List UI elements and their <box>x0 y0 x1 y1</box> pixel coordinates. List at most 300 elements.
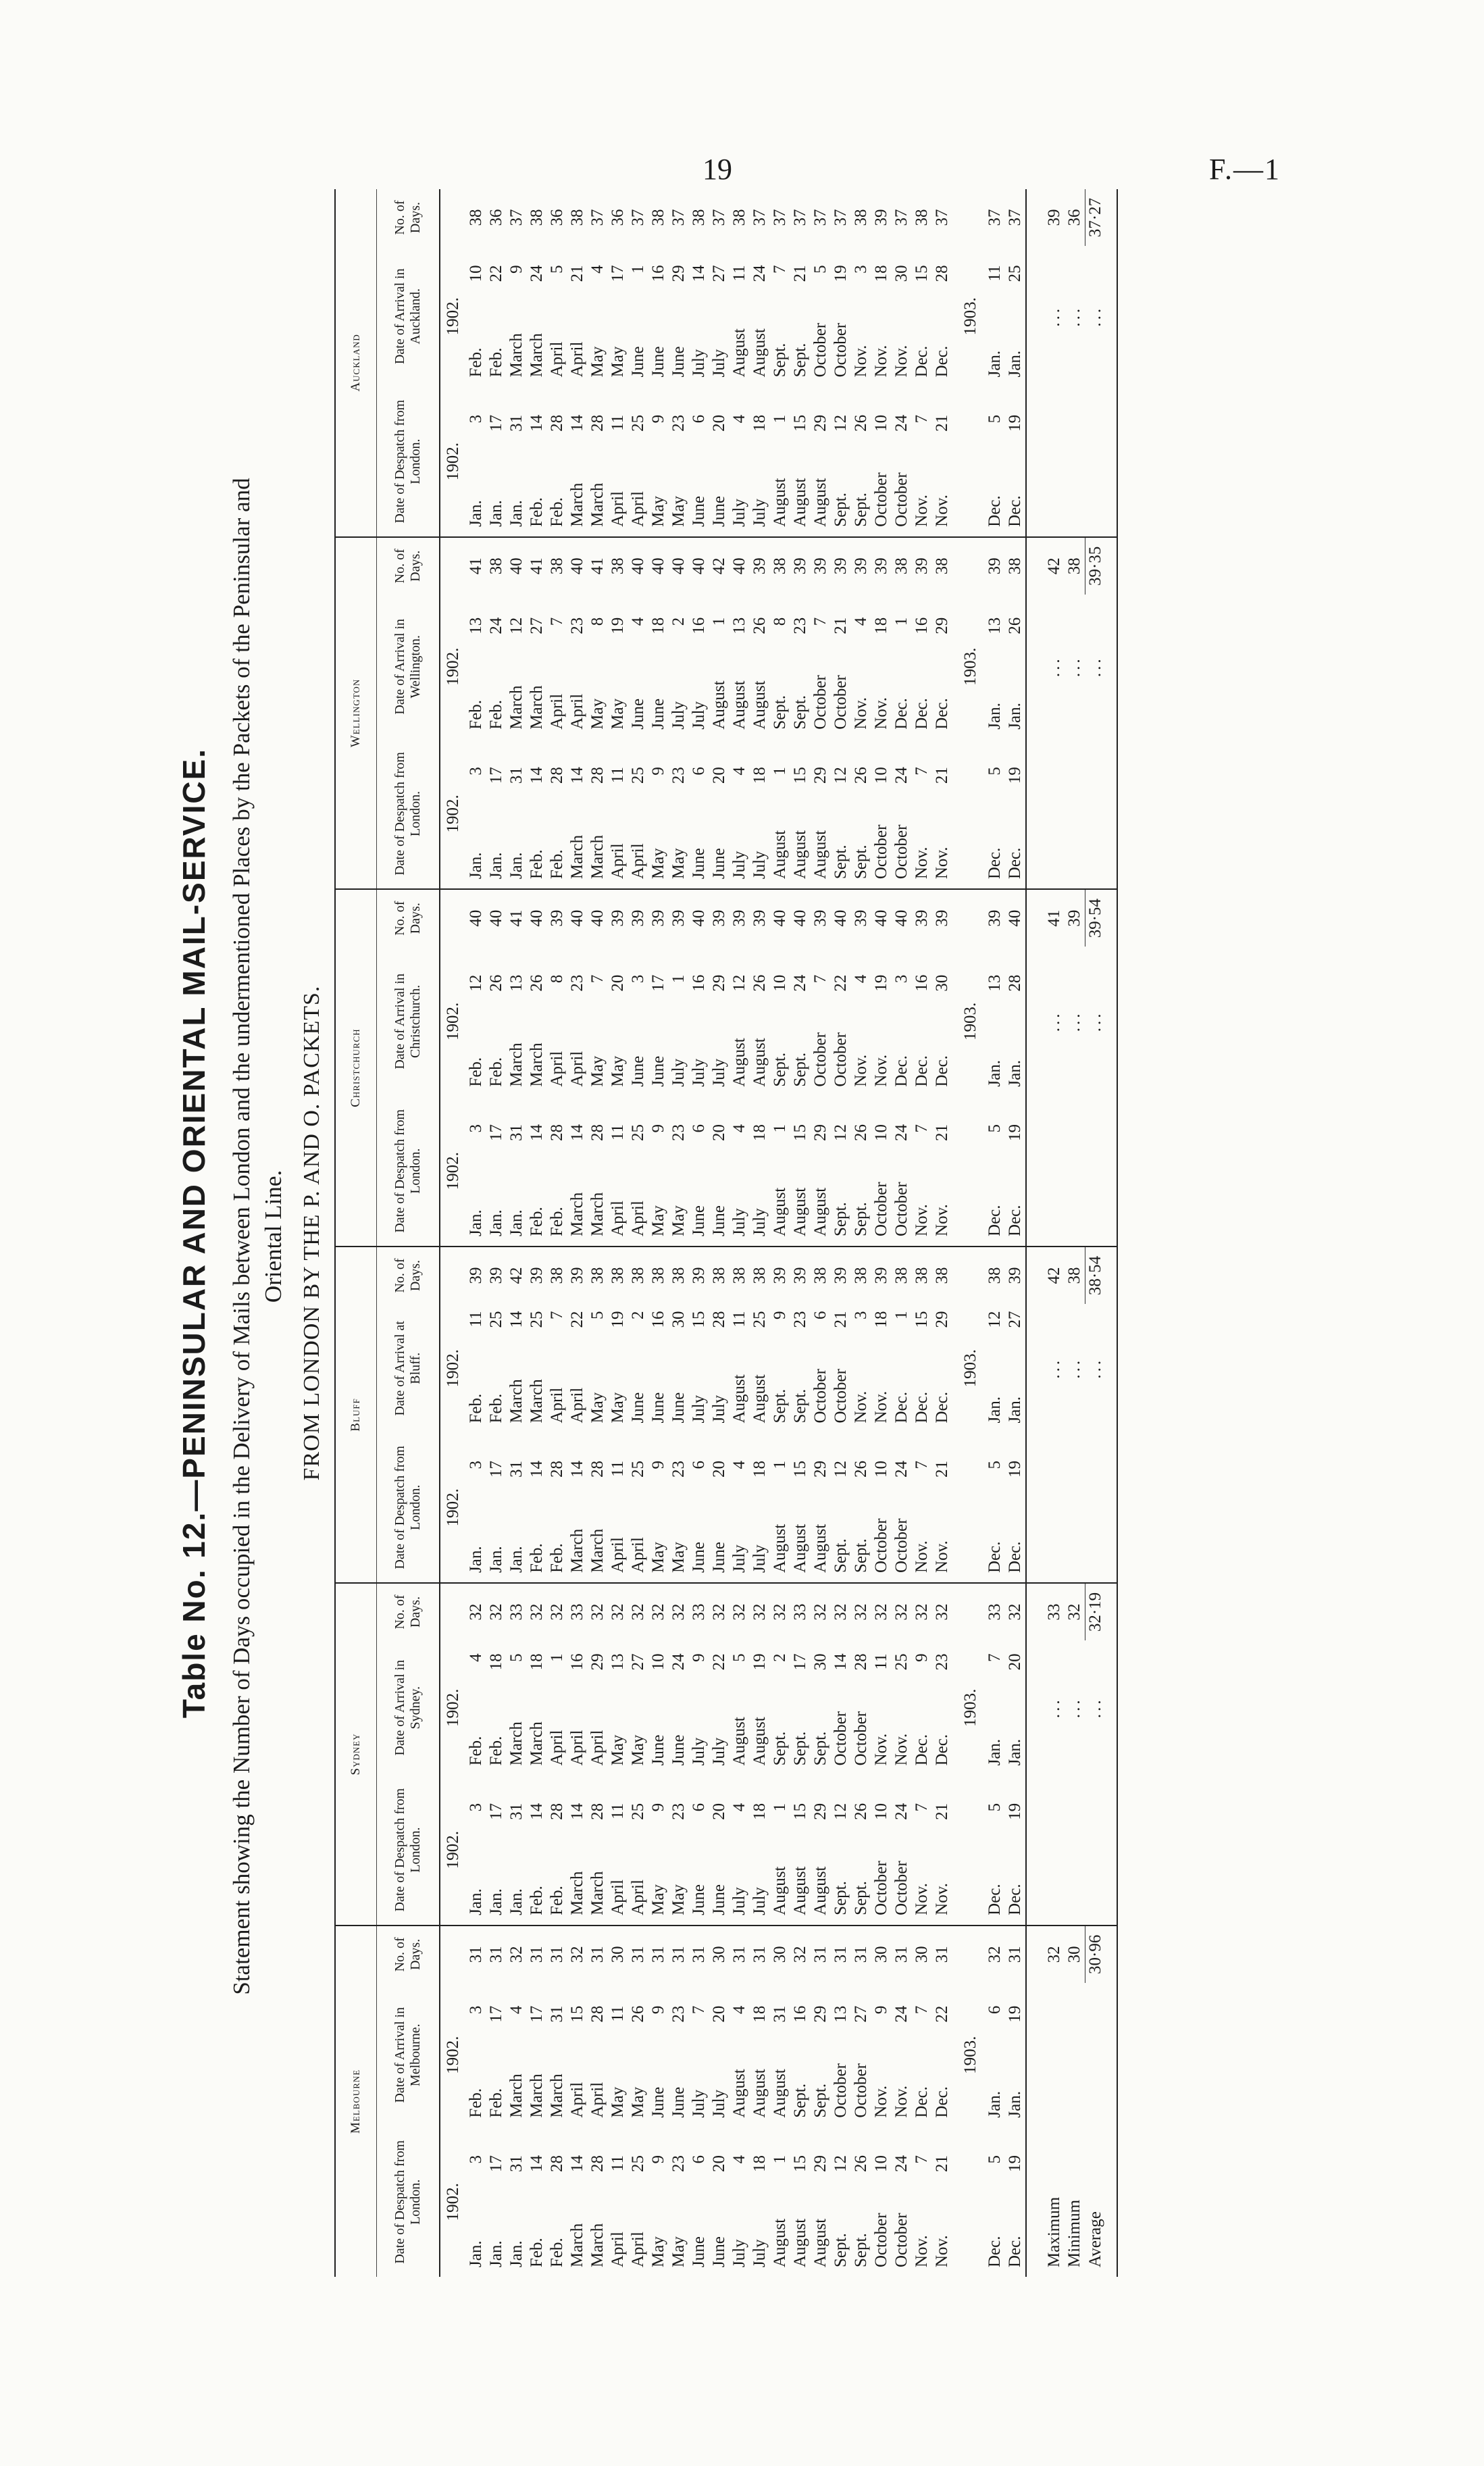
month: Nov. <box>913 1540 931 1573</box>
day: 12 <box>831 1803 850 1820</box>
arrival-date <box>770 1640 790 1775</box>
month: Dec. <box>892 1055 911 1087</box>
day: 5 <box>730 1653 748 1662</box>
day: 22 <box>831 974 850 992</box>
arrival-date <box>486 947 507 1096</box>
days-value: 40 <box>568 557 586 575</box>
days-value: 32 <box>649 1603 667 1621</box>
days-value: 37 <box>811 209 829 226</box>
days-value: 36 <box>609 209 627 226</box>
year-spacer <box>952 889 985 947</box>
month: July <box>690 349 708 378</box>
summary-value: 38 <box>1065 1267 1083 1284</box>
month: Feb. <box>487 2088 505 2118</box>
month: August <box>771 2218 789 2267</box>
arrival-date <box>689 1640 709 1775</box>
month: Sept. <box>791 343 809 378</box>
despatch-date <box>1005 1775 1026 1925</box>
arrival-date <box>588 947 608 1096</box>
month: April <box>609 843 627 880</box>
day: 20 <box>710 414 728 432</box>
summary-dots <box>1085 1640 1118 1775</box>
summary-label: Average <box>1085 1983 1118 2277</box>
summary-value: 39·54 <box>1085 889 1118 947</box>
days-value: 39 <box>649 909 667 927</box>
month: July <box>710 1737 728 1766</box>
days-value: 40 <box>872 909 890 927</box>
day: 15 <box>791 767 809 784</box>
despatch-date <box>527 386 547 536</box>
despatch-date <box>912 1775 932 1925</box>
day: 26 <box>1006 617 1024 634</box>
month: April <box>629 843 647 880</box>
arrival-date <box>851 595 871 739</box>
day: 21 <box>568 265 586 282</box>
day: 17 <box>791 1653 809 1671</box>
day: 4 <box>467 1653 485 1662</box>
day: 21 <box>933 414 951 432</box>
arrival-date <box>912 1304 932 1433</box>
day: 20 <box>710 1124 728 1141</box>
arrival-date <box>985 1640 1005 1775</box>
despatch-date <box>932 386 952 536</box>
month: Sept. <box>852 2233 870 2267</box>
despatch-date <box>730 1433 750 1583</box>
despatch-date <box>1005 386 1026 536</box>
year-label: 1903. <box>961 1002 979 1040</box>
month: April <box>568 341 586 378</box>
day: 24 <box>892 1460 911 1478</box>
month: May <box>649 2236 667 2267</box>
day: 12 <box>730 974 748 992</box>
day: 5 <box>507 1653 526 1662</box>
days-value: 38 <box>467 209 485 226</box>
month: Dec. <box>913 1392 931 1424</box>
month: June <box>649 346 667 378</box>
day: 5 <box>986 1460 1004 1469</box>
arrival-date <box>730 1983 750 2128</box>
arrival-date <box>985 1304 1005 1433</box>
arrival-date <box>871 595 892 739</box>
days-value: 38 <box>669 1267 688 1284</box>
arrival-date <box>486 595 507 739</box>
month: Dec. <box>933 2086 951 2118</box>
summary-dots <box>1026 947 1065 1096</box>
arrival-date <box>912 1983 932 2128</box>
month: Dec. <box>913 345 931 378</box>
despatch-date <box>527 1775 547 1925</box>
month: Sept. <box>771 1388 789 1424</box>
day: 3 <box>892 974 911 984</box>
month: Jan. <box>986 703 1004 730</box>
month: May <box>649 1542 667 1573</box>
year-spacer <box>952 2128 985 2277</box>
year-label: 1902. <box>440 739 466 889</box>
despatch-date <box>892 2128 912 2277</box>
day: 18 <box>872 265 890 282</box>
arrival-date <box>486 1983 507 2128</box>
day: 19 <box>1006 414 1024 432</box>
month: Sept. <box>791 1388 809 1424</box>
summary-label: Maximum <box>1045 2196 1063 2267</box>
day: 4 <box>852 974 870 984</box>
despatch-date <box>669 1775 689 1925</box>
day: 7 <box>913 414 931 424</box>
month: October <box>872 1182 890 1236</box>
days-value: 39 <box>609 909 627 927</box>
days-value: 32 <box>609 1603 627 1621</box>
month: Dec. <box>986 1884 1004 1915</box>
day: 19 <box>1006 767 1024 784</box>
day: 16 <box>690 974 708 992</box>
day: 31 <box>771 2005 789 2023</box>
day: 14 <box>528 1460 546 1478</box>
month: March <box>528 1379 546 1424</box>
month: March <box>528 333 546 378</box>
day: 5 <box>986 1803 1004 1812</box>
month: Sept. <box>831 1538 850 1573</box>
day: 30 <box>892 265 911 282</box>
year-spacer <box>952 386 985 536</box>
day: 18 <box>872 1311 890 1328</box>
year-row <box>952 189 985 2277</box>
month: May <box>629 2086 647 2118</box>
arrival-date <box>892 595 912 739</box>
month: March <box>588 482 607 527</box>
day: 15 <box>791 1124 809 1141</box>
summary-value: 39 <box>1065 909 1083 927</box>
arrival-date <box>547 595 567 739</box>
leader-dots: ... <box>1085 1697 1104 1719</box>
arrival-date <box>709 246 730 386</box>
summary-value: 32 <box>1065 1603 1083 1621</box>
arrival-date <box>669 1640 689 1775</box>
despatch-date <box>1005 2128 1026 2277</box>
month: March <box>528 1721 546 1766</box>
despatch-date <box>547 739 567 889</box>
arrival-date <box>871 1304 892 1433</box>
table-row <box>811 189 831 2277</box>
days-header: No. of Days. <box>377 889 440 947</box>
despatch-date <box>669 1433 689 1583</box>
day: 18 <box>750 2005 769 2023</box>
leader-dots: ... <box>1065 656 1084 678</box>
month: Dec. <box>933 1734 951 1766</box>
month: April <box>629 2232 647 2267</box>
month: August <box>730 1717 748 1766</box>
days-value: 33 <box>568 1603 586 1621</box>
table-subtitle: FROM LONDON BY THE P. AND O. PACKETS. <box>299 985 324 1481</box>
month: July <box>750 499 769 527</box>
day: 11 <box>730 265 748 282</box>
day: 20 <box>609 974 627 992</box>
days-value: 39 <box>629 909 647 927</box>
days-value: 30 <box>609 1946 627 1963</box>
month: April <box>588 1730 607 1766</box>
days-value: 39 <box>933 909 951 927</box>
month: June <box>649 698 667 730</box>
day: 3 <box>467 1803 485 1812</box>
despatch-date <box>466 386 486 536</box>
summary-spacer <box>1085 1433 1118 1583</box>
days-header: No. of Days. <box>377 1247 440 1304</box>
despatch-date <box>466 739 486 889</box>
day: 10 <box>872 1803 890 1820</box>
days-value: 38 <box>852 1267 870 1284</box>
day: 26 <box>852 2155 870 2172</box>
arrival-date <box>851 1983 871 2128</box>
days-value: 32 <box>771 1603 789 1621</box>
month: Jan. <box>1006 2091 1024 2118</box>
month: May <box>588 698 607 730</box>
month: October <box>811 675 829 730</box>
year-spacer <box>952 537 985 595</box>
summary-dots <box>1085 1304 1118 1433</box>
month: Nov. <box>913 1204 931 1236</box>
month: Feb. <box>487 1736 505 1766</box>
days-value: 37 <box>710 209 728 226</box>
month: August <box>730 1374 748 1424</box>
month: June <box>629 1392 647 1424</box>
month: Nov. <box>852 1054 870 1087</box>
day: 4 <box>730 2155 748 2164</box>
month: August <box>791 830 809 880</box>
day: 3 <box>629 974 647 984</box>
summary-label: Minimum <box>1065 2199 1084 2267</box>
leader-dots: ... <box>1045 1357 1063 1379</box>
day: 20 <box>710 2005 728 2023</box>
day: 1 <box>892 617 911 626</box>
day: 4 <box>730 1460 748 1469</box>
month: Nov. <box>933 495 951 527</box>
despatch-date <box>547 1775 567 1925</box>
day: 11 <box>609 767 627 784</box>
despatch-date <box>709 1097 730 1247</box>
summary-dots <box>1065 947 1085 1096</box>
month: April <box>609 1201 627 1236</box>
day: 17 <box>487 1803 505 1820</box>
arrival-date <box>1005 595 1026 739</box>
arrival-date <box>648 1983 669 2128</box>
day: 21 <box>933 1124 951 1141</box>
day: 26 <box>487 974 505 992</box>
days-value: 32 <box>487 1603 505 1621</box>
month: Jan. <box>986 1059 1004 1087</box>
day: 29 <box>933 617 951 634</box>
month: April <box>568 2082 586 2118</box>
year-label: 1902. <box>444 647 462 686</box>
arrival-date <box>547 1640 567 1775</box>
day: 20 <box>1006 1653 1024 1671</box>
summary-spacer <box>1026 386 1065 536</box>
month: May <box>588 1055 607 1087</box>
month: Sept. <box>831 1881 850 1915</box>
days-value: 39 <box>831 557 850 575</box>
arrival-date <box>486 246 507 386</box>
arrival-date <box>730 947 750 1096</box>
month: Dec. <box>913 2086 931 2118</box>
month: August <box>730 328 748 378</box>
day: 9 <box>649 1803 667 1812</box>
day: 17 <box>487 1460 505 1478</box>
day: 29 <box>811 1124 829 1141</box>
month: October <box>892 1182 911 1236</box>
despatch-date <box>648 2128 669 2277</box>
arrival-date <box>709 595 730 739</box>
arrival-date <box>486 1304 507 1433</box>
month: Jan. <box>487 2240 505 2267</box>
month: October <box>872 1518 890 1573</box>
arrival-date <box>831 1983 851 2128</box>
day: 26 <box>629 2005 647 2023</box>
day: 6 <box>690 414 708 424</box>
month: May <box>609 2086 627 2118</box>
days-value: 40 <box>528 909 546 927</box>
arrival-date <box>669 947 689 1096</box>
arrival-date <box>689 1983 709 2128</box>
day: 29 <box>811 414 829 432</box>
arrival-date <box>689 1304 709 1433</box>
day: 19 <box>750 1653 769 1671</box>
month: March <box>588 2223 607 2267</box>
day: 6 <box>811 1311 829 1320</box>
day: 30 <box>933 974 951 992</box>
table-row <box>871 189 892 2277</box>
month: July <box>690 1737 708 1766</box>
days-value: 40 <box>669 557 688 575</box>
despatch-date <box>588 1775 608 1925</box>
month: Sept. <box>852 845 870 880</box>
despatch-date <box>567 1433 588 1583</box>
despatch-date <box>486 1433 507 1583</box>
arrival-date <box>669 246 689 386</box>
month: June <box>629 1055 647 1087</box>
days-value: 40 <box>487 909 505 927</box>
despatch-date <box>709 1433 730 1583</box>
despatch-date <box>730 1775 750 1925</box>
day: 28 <box>548 767 566 784</box>
leader-dots: ... <box>1085 1357 1104 1379</box>
despatch-date <box>932 1775 952 1925</box>
days-value: 42 <box>507 1267 526 1284</box>
despatch-date <box>770 739 790 889</box>
despatch-date <box>628 386 648 536</box>
month: August <box>750 1038 769 1087</box>
day: 21 <box>933 1460 951 1478</box>
arrival-date <box>770 246 790 386</box>
day: 6 <box>690 2155 708 2164</box>
day: 7 <box>913 2155 931 2164</box>
year-label: 1902. <box>444 1002 462 1040</box>
month: March <box>507 1721 526 1766</box>
year-label: 1903. <box>961 2036 979 2074</box>
day: 31 <box>507 1124 526 1141</box>
month: June <box>629 346 647 378</box>
month: Feb. <box>467 1057 485 1087</box>
day: 14 <box>568 2155 586 2172</box>
arrival-date <box>985 947 1005 1096</box>
month: Dec. <box>933 345 951 378</box>
month: August <box>750 680 769 730</box>
days-value: 40 <box>629 557 647 575</box>
year-label: 1903. <box>961 647 979 686</box>
day: 9 <box>913 1653 931 1662</box>
month: March <box>528 1042 546 1087</box>
day: 3 <box>467 1124 485 1133</box>
day: 26 <box>750 617 769 634</box>
despatch-date <box>648 739 669 889</box>
summary-spacer <box>1065 1097 1085 1247</box>
month: Sept. <box>852 1881 870 1915</box>
despatch-date <box>790 739 811 889</box>
month: March <box>507 685 526 730</box>
arrival-date <box>750 1640 770 1775</box>
summary-spacer <box>1026 739 1065 889</box>
year-spacer <box>952 1247 985 1304</box>
arrival-date <box>1005 246 1026 386</box>
leader-dots: ... <box>1065 1011 1084 1032</box>
day: 29 <box>811 1460 829 1478</box>
despatch-date <box>507 386 527 536</box>
despatch-date <box>648 386 669 536</box>
arrival-date <box>831 1640 851 1775</box>
days-value: 41 <box>507 909 526 927</box>
arrival-date <box>750 947 770 1096</box>
despatch-date <box>466 1097 486 1247</box>
days-value: 31 <box>892 1946 911 1963</box>
days-value: 40 <box>1005 889 1026 947</box>
days-value: 31 <box>1005 1926 1026 1983</box>
summary-value: 37·27 <box>1085 189 1118 246</box>
day: 17 <box>487 2005 505 2023</box>
day: 31 <box>507 1460 526 1478</box>
despatch-date <box>588 1097 608 1247</box>
arrival-header: Date of Arrival at Bluff. <box>377 1304 440 1433</box>
days-value: 32 <box>588 1603 607 1621</box>
despatch-date <box>811 1433 831 1583</box>
days-value: 31 <box>730 1946 748 1963</box>
days-value: 39 <box>811 909 829 927</box>
despatch-date <box>709 386 730 536</box>
arrival-date <box>730 1304 750 1433</box>
day: 22 <box>710 1653 728 1671</box>
day: 7 <box>771 265 789 274</box>
month: Dec. <box>913 1734 931 1766</box>
day: 22 <box>568 1311 586 1328</box>
month: Dec. <box>933 698 951 730</box>
day: 27 <box>528 617 546 634</box>
month: May <box>669 1205 688 1236</box>
despatch-date <box>628 1433 648 1583</box>
days-value: 38 <box>710 1267 728 1284</box>
days-value: 39 <box>750 909 769 927</box>
month: Sept. <box>791 2083 809 2118</box>
despatch-date <box>985 1097 1005 1247</box>
arrival-date <box>507 1983 527 2128</box>
days-value: 38 <box>690 209 708 226</box>
month: Sept. <box>791 695 809 730</box>
month: Nov. <box>852 345 870 378</box>
month: August <box>811 1866 829 1915</box>
day: 15 <box>791 414 809 432</box>
arrival-date <box>527 1304 547 1433</box>
month: Sept. <box>771 343 789 378</box>
despatch-date <box>608 386 628 536</box>
despatch-date <box>567 739 588 889</box>
day: 10 <box>872 767 890 784</box>
day: 11 <box>730 1311 748 1328</box>
despatch-date <box>567 1097 588 1247</box>
